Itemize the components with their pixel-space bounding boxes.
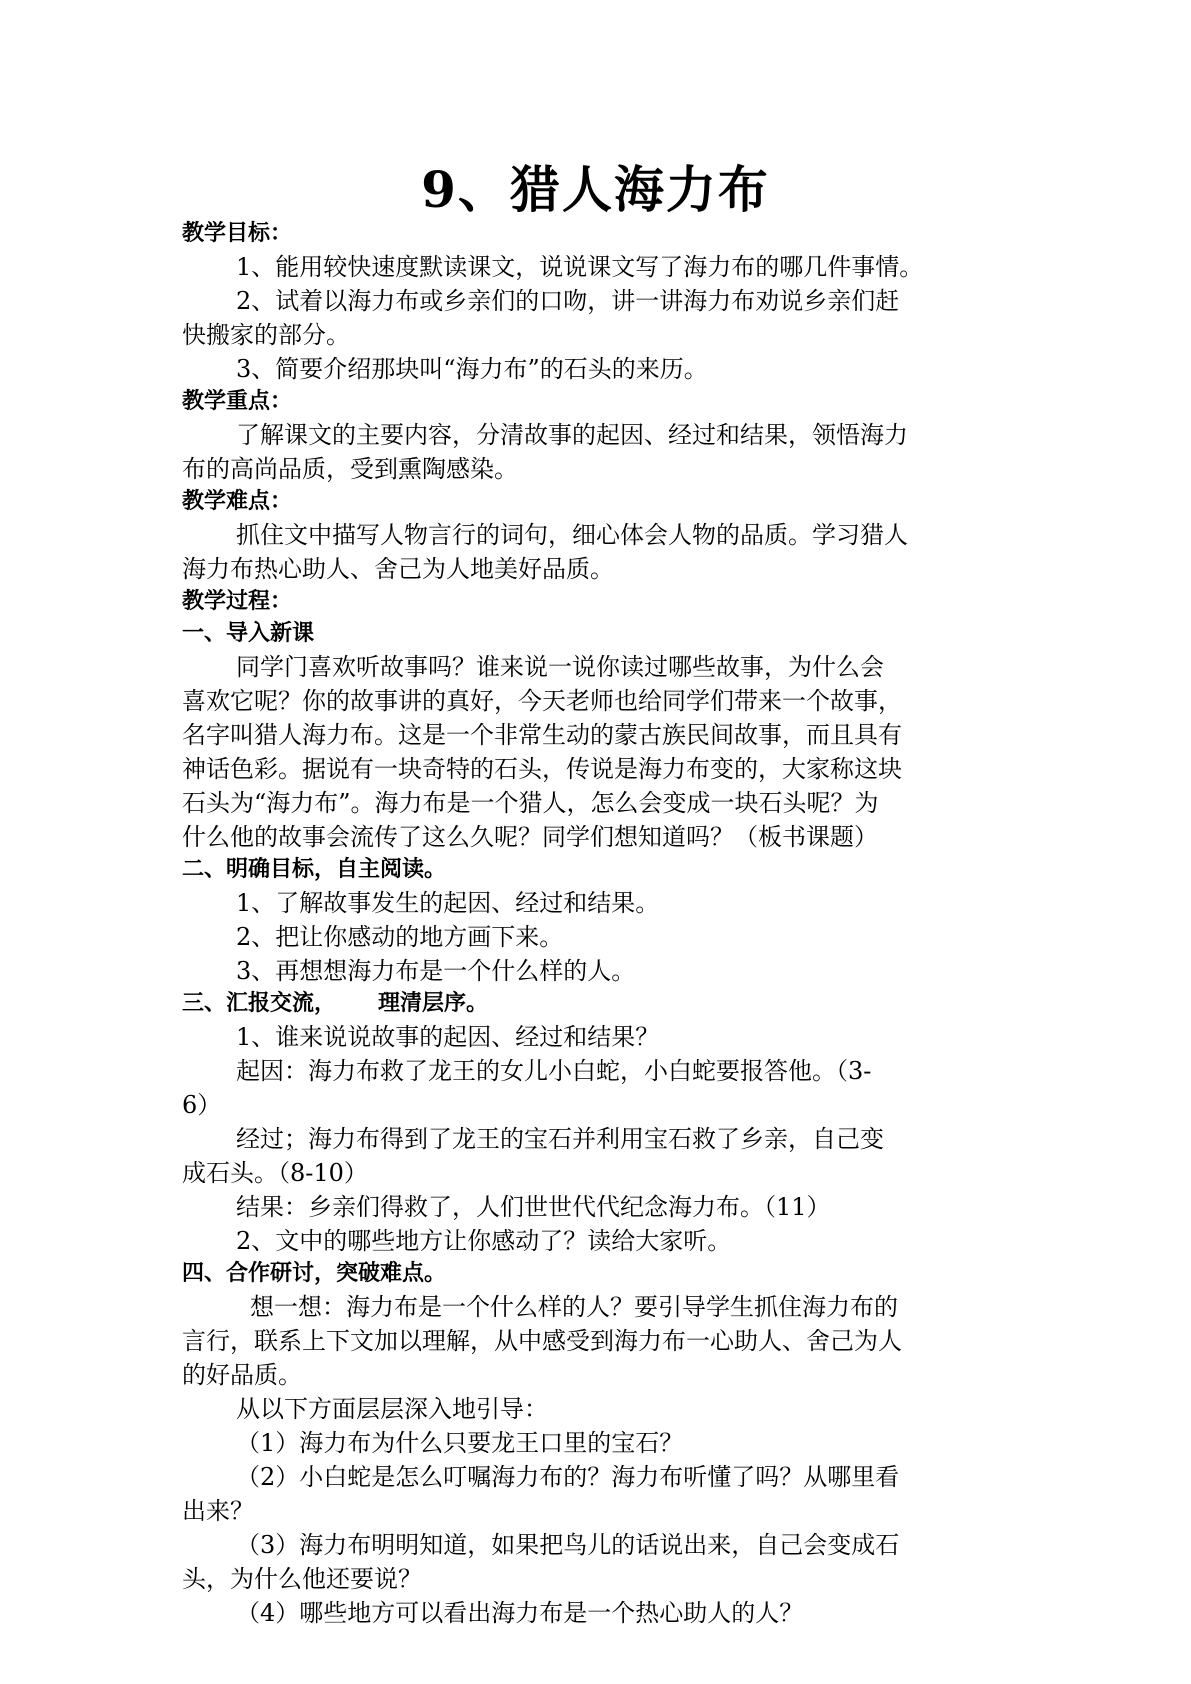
section-line: 神话色彩。据说有一块奇特的石头，传说是海力布变的，大家称这块 bbox=[182, 755, 902, 783]
difficult-points-heading: 教学难点： bbox=[182, 489, 293, 514]
section-line: 想一想：海力布是一个什么样的人？要引导学生抓住海力布的 bbox=[250, 1293, 898, 1321]
objectives-line: 1、能用较快速度默读课文，说说课文写了海力布的哪几件事情。 bbox=[236, 253, 924, 281]
objectives-line: 快搬家的部分。 bbox=[182, 321, 350, 349]
section-line: 石头为“海力布”。海力布是一个猎人，怎么会变成一块石头呢？为 bbox=[182, 789, 879, 817]
section-line: 名字叫猎人海力布。这是一个非常生动的蒙古族民间故事，而且具有 bbox=[182, 721, 902, 749]
difficult-points-line: 抓住文中描写人物言行的词句，细心体会人物的品质。学习猎人 bbox=[236, 521, 908, 549]
section-heading-report-a: 三、汇报交流， bbox=[182, 991, 337, 1016]
section-line: 出来？ bbox=[182, 1497, 254, 1525]
section-line: 6） bbox=[182, 1091, 222, 1119]
section-line: （1）海力布为什么只要龙王口里的宝石？ bbox=[236, 1429, 684, 1457]
section-line: 1、了解故事发生的起因、经过和结果。 bbox=[236, 889, 660, 917]
section-line: （3）海力布明明知道，如果把鸟儿的话说出来，自己会变成石 bbox=[236, 1531, 900, 1559]
document-body bbox=[182, 218, 1022, 1630]
section-heading-goals: 二、明确目标，自主阅读。 bbox=[182, 857, 447, 882]
objectives-heading: 教学目标： bbox=[182, 221, 293, 246]
section-heading-discussion: 四、合作研讨，突破难点。 bbox=[182, 1261, 447, 1286]
section-line: 喜欢它呢？你的故事讲的真好，今天老师也给同学们带来一个故事， bbox=[182, 687, 902, 715]
section-line: 1、谁来说说故事的起因、经过和结果？ bbox=[236, 1023, 660, 1051]
section-heading-report bbox=[182, 988, 1022, 1020]
section-line: 同学门喜欢听故事吗？谁来说一说你读过哪些故事，为什么会 bbox=[236, 653, 884, 681]
section-line: 3、再想想海力布是一个什么样的人。 bbox=[236, 957, 636, 985]
section-line: 2、文中的哪些地方让你感动了？读给大家听。 bbox=[236, 1227, 732, 1255]
section-line: 头，为什么他还要说？ bbox=[182, 1565, 422, 1593]
section-heading-intro: 一、导入新课 bbox=[182, 621, 315, 646]
section-line: 结果：乡亲们得救了，人们世世代代纪念海力布。（11） bbox=[236, 1193, 831, 1221]
section-line: （2）小白蛇是怎么叮嘱海力布的？海力布听懂了吗？从哪里看 bbox=[236, 1463, 900, 1491]
section-line: （4）哪些地方可以看出海力布是一个热心助人的人？ bbox=[236, 1599, 804, 1627]
objectives-line: 3、简要介绍那块叫“海力布”的石头的来历。 bbox=[236, 355, 708, 383]
section-line: 从以下方面层层深入地引导： bbox=[236, 1395, 548, 1423]
section-heading-report-b: 理清层序。 bbox=[378, 991, 489, 1016]
section-line: 言行，联系上下文加以理解，从中感受到海力布一心助人、舍己为人 bbox=[182, 1327, 902, 1355]
key-points-heading: 教学重点： bbox=[182, 389, 293, 414]
section-line: 起因：海力布救了龙王的女儿小白蛇，小白蛇要报答他。（3- bbox=[236, 1057, 872, 1085]
section-line: 什么他的故事会流传了这么久呢？同学们想知道吗？（板书课题） bbox=[182, 823, 878, 851]
process-heading: 教学过程： bbox=[182, 589, 293, 614]
section-line: 的好品质。 bbox=[182, 1361, 302, 1389]
section-line: 2、把让你感动的地方画下来。 bbox=[236, 923, 564, 951]
section-line: 经过；海力布得到了龙王的宝石并利用宝石救了乡亲，自己变 bbox=[236, 1125, 884, 1153]
difficult-points-line: 海力布热心助人、舍己为人地美好品质。 bbox=[182, 555, 614, 583]
key-points-line: 布的高尚品质，受到熏陶感染。 bbox=[182, 455, 518, 483]
section-line: 成石头。（8-10） bbox=[182, 1159, 368, 1187]
objectives-line: 2、试着以海力布或乡亲们的口吻，讲一讲海力布劝说乡亲们赶 bbox=[236, 287, 900, 315]
page-title: 9、猎人海力布 bbox=[421, 160, 770, 219]
key-points-line: 了解课文的主要内容，分清故事的起因、经过和结果，领悟海力 bbox=[236, 421, 908, 449]
